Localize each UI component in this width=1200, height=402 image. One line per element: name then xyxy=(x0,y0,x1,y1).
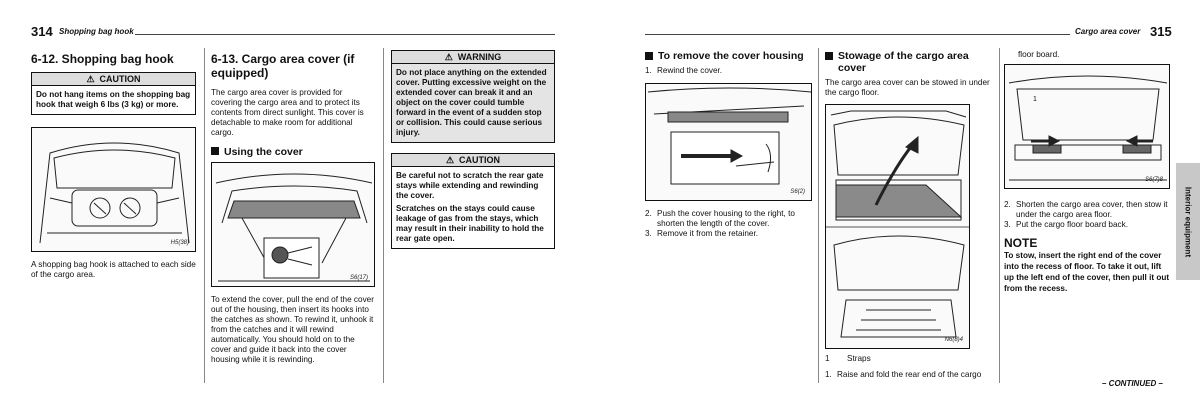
column-divider xyxy=(383,48,384,383)
column-divider xyxy=(204,48,205,383)
stowage-figure xyxy=(825,104,970,349)
list-item: 2. Push the cover housing to the right, to shorten the length of the cover. xyxy=(645,209,795,228)
caution-title: ⚠ CAUTION xyxy=(392,154,554,167)
list-item: 1. Raise and fold the rear end of the cargo xyxy=(825,370,982,379)
caution-title: ⚠ CAUTION xyxy=(32,73,195,86)
floor-figure xyxy=(1004,64,1170,189)
housing-illustration xyxy=(646,84,812,201)
figure-caption: A shopping bag hook is attached to each side of the cargo area. xyxy=(31,260,196,279)
section-heading: 6-13. Cargo area cover (if equipped) xyxy=(211,52,355,80)
caution-text: Do not hang items on the shopping bag hook that weigh 6 lbs (3 kg) or more. xyxy=(36,90,191,109)
warning-title: ⚠ WARNING xyxy=(392,51,554,64)
section-6-13 xyxy=(211,52,375,365)
list-item: 3. Put the cargo floor board back. xyxy=(1004,220,1128,229)
safety-boxes xyxy=(391,50,555,257)
column-divider xyxy=(999,48,1000,383)
header-rule-right xyxy=(645,34,1070,35)
page-number-left: 314 xyxy=(31,24,53,39)
stowage-illustration xyxy=(826,105,970,349)
steps-list xyxy=(645,209,812,239)
square-bullet-icon xyxy=(825,52,833,60)
column-divider xyxy=(818,48,819,383)
running-title-right: Cargo area cover xyxy=(1075,27,1141,36)
figure-code: N6(8)4 xyxy=(944,337,963,343)
section-heading: 6-12. Shopping bag hook xyxy=(31,52,174,66)
figure-code: H5(38) xyxy=(170,240,189,246)
list-item: 1 Straps xyxy=(825,354,871,363)
square-bullet-icon xyxy=(211,147,219,155)
section-6-12 xyxy=(31,52,196,280)
warning-box xyxy=(391,50,555,143)
warning-triangle-icon: ⚠ xyxy=(86,74,95,84)
steps-list xyxy=(1004,200,1170,230)
using-text: To extend the cover, pull the end of the cover out of the housing, then insert its hooks into the catches as shown. To rewind it, unhook it from the catches and it will rewind automatically. You should hold on to the cover and guide it back into the cover housing while it is rewinding. xyxy=(211,295,374,364)
caution-box xyxy=(391,153,555,249)
caution-body xyxy=(392,167,554,248)
cargo-area-illustration xyxy=(32,128,196,252)
list-item: 2. Shorten the cargo area cover, then stow it under the cargo area floor. xyxy=(1004,200,1168,219)
caution-text-1: Be careful not to scratch the rear gate stays while extending and rewinding the cover. xyxy=(396,171,544,200)
subheading: To remove the cover housing xyxy=(645,50,812,62)
remove-cover-section xyxy=(645,50,812,239)
figure-code: S6(2) xyxy=(790,189,805,195)
floor-board-section xyxy=(1004,50,1170,294)
intro-text: The cargo area cover is provided for covering the cargo area and to protect its contents from direct sunlight. This cover is detachable to make room for additional cargo. xyxy=(211,88,364,137)
list-item: 3. Remove it from the retainer. xyxy=(645,229,759,238)
continuation-text: floor board. xyxy=(1018,50,1060,59)
stowage-text: The cargo area cover can be stowed in under the cargo floor. xyxy=(825,78,990,97)
list-item: 1. Rewind the cover. xyxy=(645,66,723,75)
warning-text: Do not place anything on the extended cover. Putting excessive weight on the extended cover can break it and an object on the cover could tumble forward in the event of a sudden stop or collision. This could cause serious injury. xyxy=(392,64,554,142)
figure-code: S6(17) xyxy=(349,275,368,281)
stowage-section xyxy=(825,50,992,380)
figure-label: 1 xyxy=(1033,96,1037,103)
continued-label: – CONTINUED – xyxy=(1102,379,1163,388)
caution-text-2: Scratches on the stays could cause leakage of gas from the stays, which may result in their inability to hold the rear gate open. xyxy=(396,204,544,243)
subheading: Stowage of the cargo area cover xyxy=(825,50,992,74)
header-rule-left xyxy=(135,34,555,35)
page-number-right: 315 xyxy=(1150,24,1172,39)
legend xyxy=(825,354,992,364)
steps-list xyxy=(825,370,992,380)
remove-housing-figure xyxy=(645,83,812,201)
cargo-floor-illustration xyxy=(1005,65,1170,189)
note-title: NOTE xyxy=(1004,236,1038,250)
shopping-bag-hook-figure xyxy=(31,127,196,252)
side-tab-label: Interior equipment xyxy=(1183,186,1193,258)
subheading: Using the cover xyxy=(211,146,375,158)
running-title-left: Shopping bag hook xyxy=(59,27,134,36)
warning-triangle-icon: ⚠ xyxy=(444,52,453,62)
note-text: To stow, insert the right end of the cover into the recess of floor. To take it out, lift up the left end of the cover, then pull it out from the recess. xyxy=(1004,251,1170,293)
caution-box xyxy=(31,72,196,115)
warning-triangle-icon: ⚠ xyxy=(445,155,455,165)
using-cover-figure xyxy=(211,162,375,287)
cargo-cover-illustration xyxy=(212,163,375,287)
square-bullet-icon xyxy=(645,52,653,60)
figure-code: S6(7)8 xyxy=(1144,177,1163,183)
steps-list xyxy=(645,66,812,76)
